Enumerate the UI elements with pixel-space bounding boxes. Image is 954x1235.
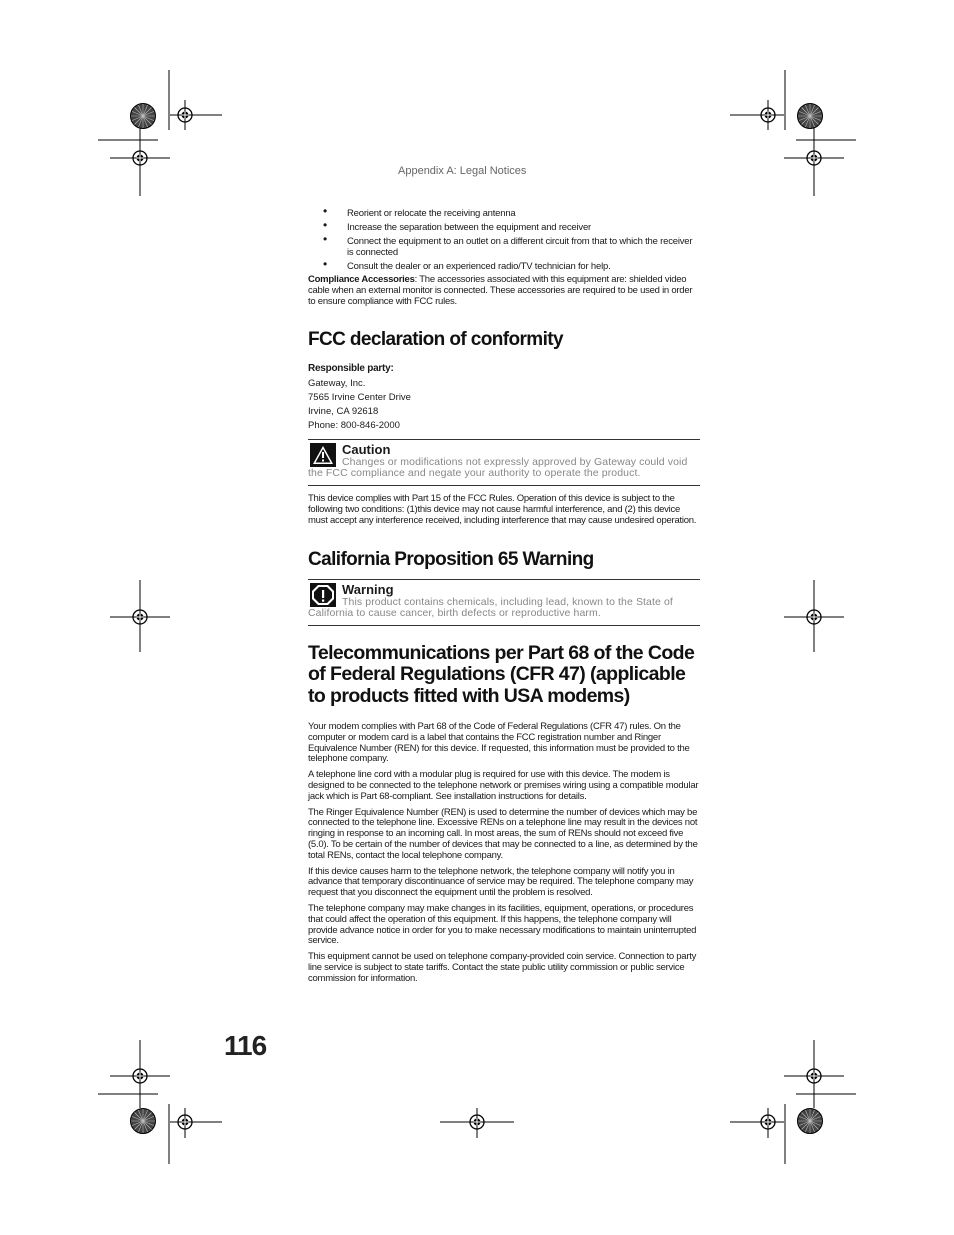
address-line: Irvine, CA 92618 <box>308 406 379 418</box>
bullet-icon: • <box>323 204 328 218</box>
bullet-icon: • <box>323 218 328 232</box>
responsible-party-label: Responsible party: <box>308 363 394 375</box>
page-content <box>308 204 700 990</box>
compliance-text: : The accessories associated with this equipment are: shielded video cable when an external monitor is connected. These accessories are required to be used in order to ensure compliance with FCC rules. <box>308 274 693 307</box>
caution-title: Caution <box>342 442 391 458</box>
address-line: Gateway, Inc. <box>308 378 366 390</box>
warning-text: This product contains chemicals, including lead, known to the State of California to cause cancer, birth defects or reproductive harm. <box>308 595 673 619</box>
caution-box <box>308 439 700 486</box>
telecom-heading: Telecommunications per Part 68 of the Code of Federal Regulations (CFR 47) (applicable to products fitted with USA modems) <box>308 641 695 707</box>
bullet-icon: • <box>323 232 328 246</box>
telecom-paragraph: A telephone line cord with a modular plug is required for use with this device. The modem is designed to be connected to the telephone network or premises wiring using a compatible modular jack which is Part 68-compliant. See installation instructions for details. <box>308 769 699 802</box>
telecom-paragraph: If this device causes harm to the telephone network, the telephone company will notify you in advance that temporary discontinuance of service may be required. The telephone company may request that you disconnect the equipment until the problem is resolved. <box>308 865 694 899</box>
compliance-paragraph <box>308 275 700 307</box>
fcc-heading: FCC declaration of conformity <box>308 329 563 351</box>
address-block <box>308 377 700 433</box>
caution-icon <box>310 443 336 467</box>
telecom-paragraph: The telephone company may make changes in its facilities, equipment, operations, or procedures that could affect the operation of this equipment. If this happens, the telephone company will provide advance notice in order for you to make necessary modifications to maintain uninterrupted service. <box>308 903 697 947</box>
list-item: • Reorient or relocate the receiving antenna <box>323 204 516 219</box>
running-header: Appendix A: Legal Notices <box>398 165 527 177</box>
part15-paragraph: This device complies with Part 15 of the FCC Rules. Operation of this device is subject to the following two conditions: (1)this device may not cause harmful interference, and (2) this device must accept any interference received, including interference that may cause undesired operation. <box>308 493 697 526</box>
list-item: • Increase the separation between the equipment and receiver <box>323 218 592 233</box>
telecom-paragraph: This equipment cannot be used on telephone company-provided coin service. Connection to party line service is subject to state tariffs. Contact the state public utility commission or public service commission for information. <box>308 951 697 984</box>
warning-title: Warning <box>342 581 394 597</box>
telecom-body <box>308 722 700 985</box>
bullet-list <box>308 204 700 272</box>
list-item: • Connect the equipment to an outlet on a different circuit from that to which the receiver is connected <box>323 232 693 258</box>
warning-icon <box>310 583 336 607</box>
caution-text: Changes or modifications not expressly approved by Gateway could void the FCC compliance and negate your authority to operate the product. <box>308 456 688 480</box>
address-line: 7565 Irvine Center Drive <box>308 392 411 404</box>
telecom-paragraph: Your modem complies with Part 68 of the Code of Federal Regulations (CFR 47) rules. On the computer or modem card is a label that contains the FCC registration number and Ringer Equivalence Number (REN) for this device. If requested, this information must be provided to the telephone company. <box>308 721 690 765</box>
page-number: 116 <box>224 1030 267 1061</box>
compliance-label: Compliance Accessories <box>308 274 415 285</box>
warning-box <box>308 579 700 626</box>
telecom-paragraph: The Ringer Equivalence Number (REN) is used to determine the number of devices which may be connected to the telephone line. Excessive RENs on a telephone line may result in the devices not ringing in response to an incoming call. In most areas, the sum of RENs should not exceed five (5.0). To be certain of the number of devices that may be connected to a line, as determined by the total RENs, contact the local telephone company. <box>308 806 698 861</box>
bullet-icon: • <box>323 257 328 271</box>
address-line: Phone: 800-846-2000 <box>308 420 400 432</box>
list-item: • Consult the dealer or an experienced radio/TV technician for help. <box>323 257 611 272</box>
california-heading: California Proposition 65 Warning <box>308 548 594 570</box>
